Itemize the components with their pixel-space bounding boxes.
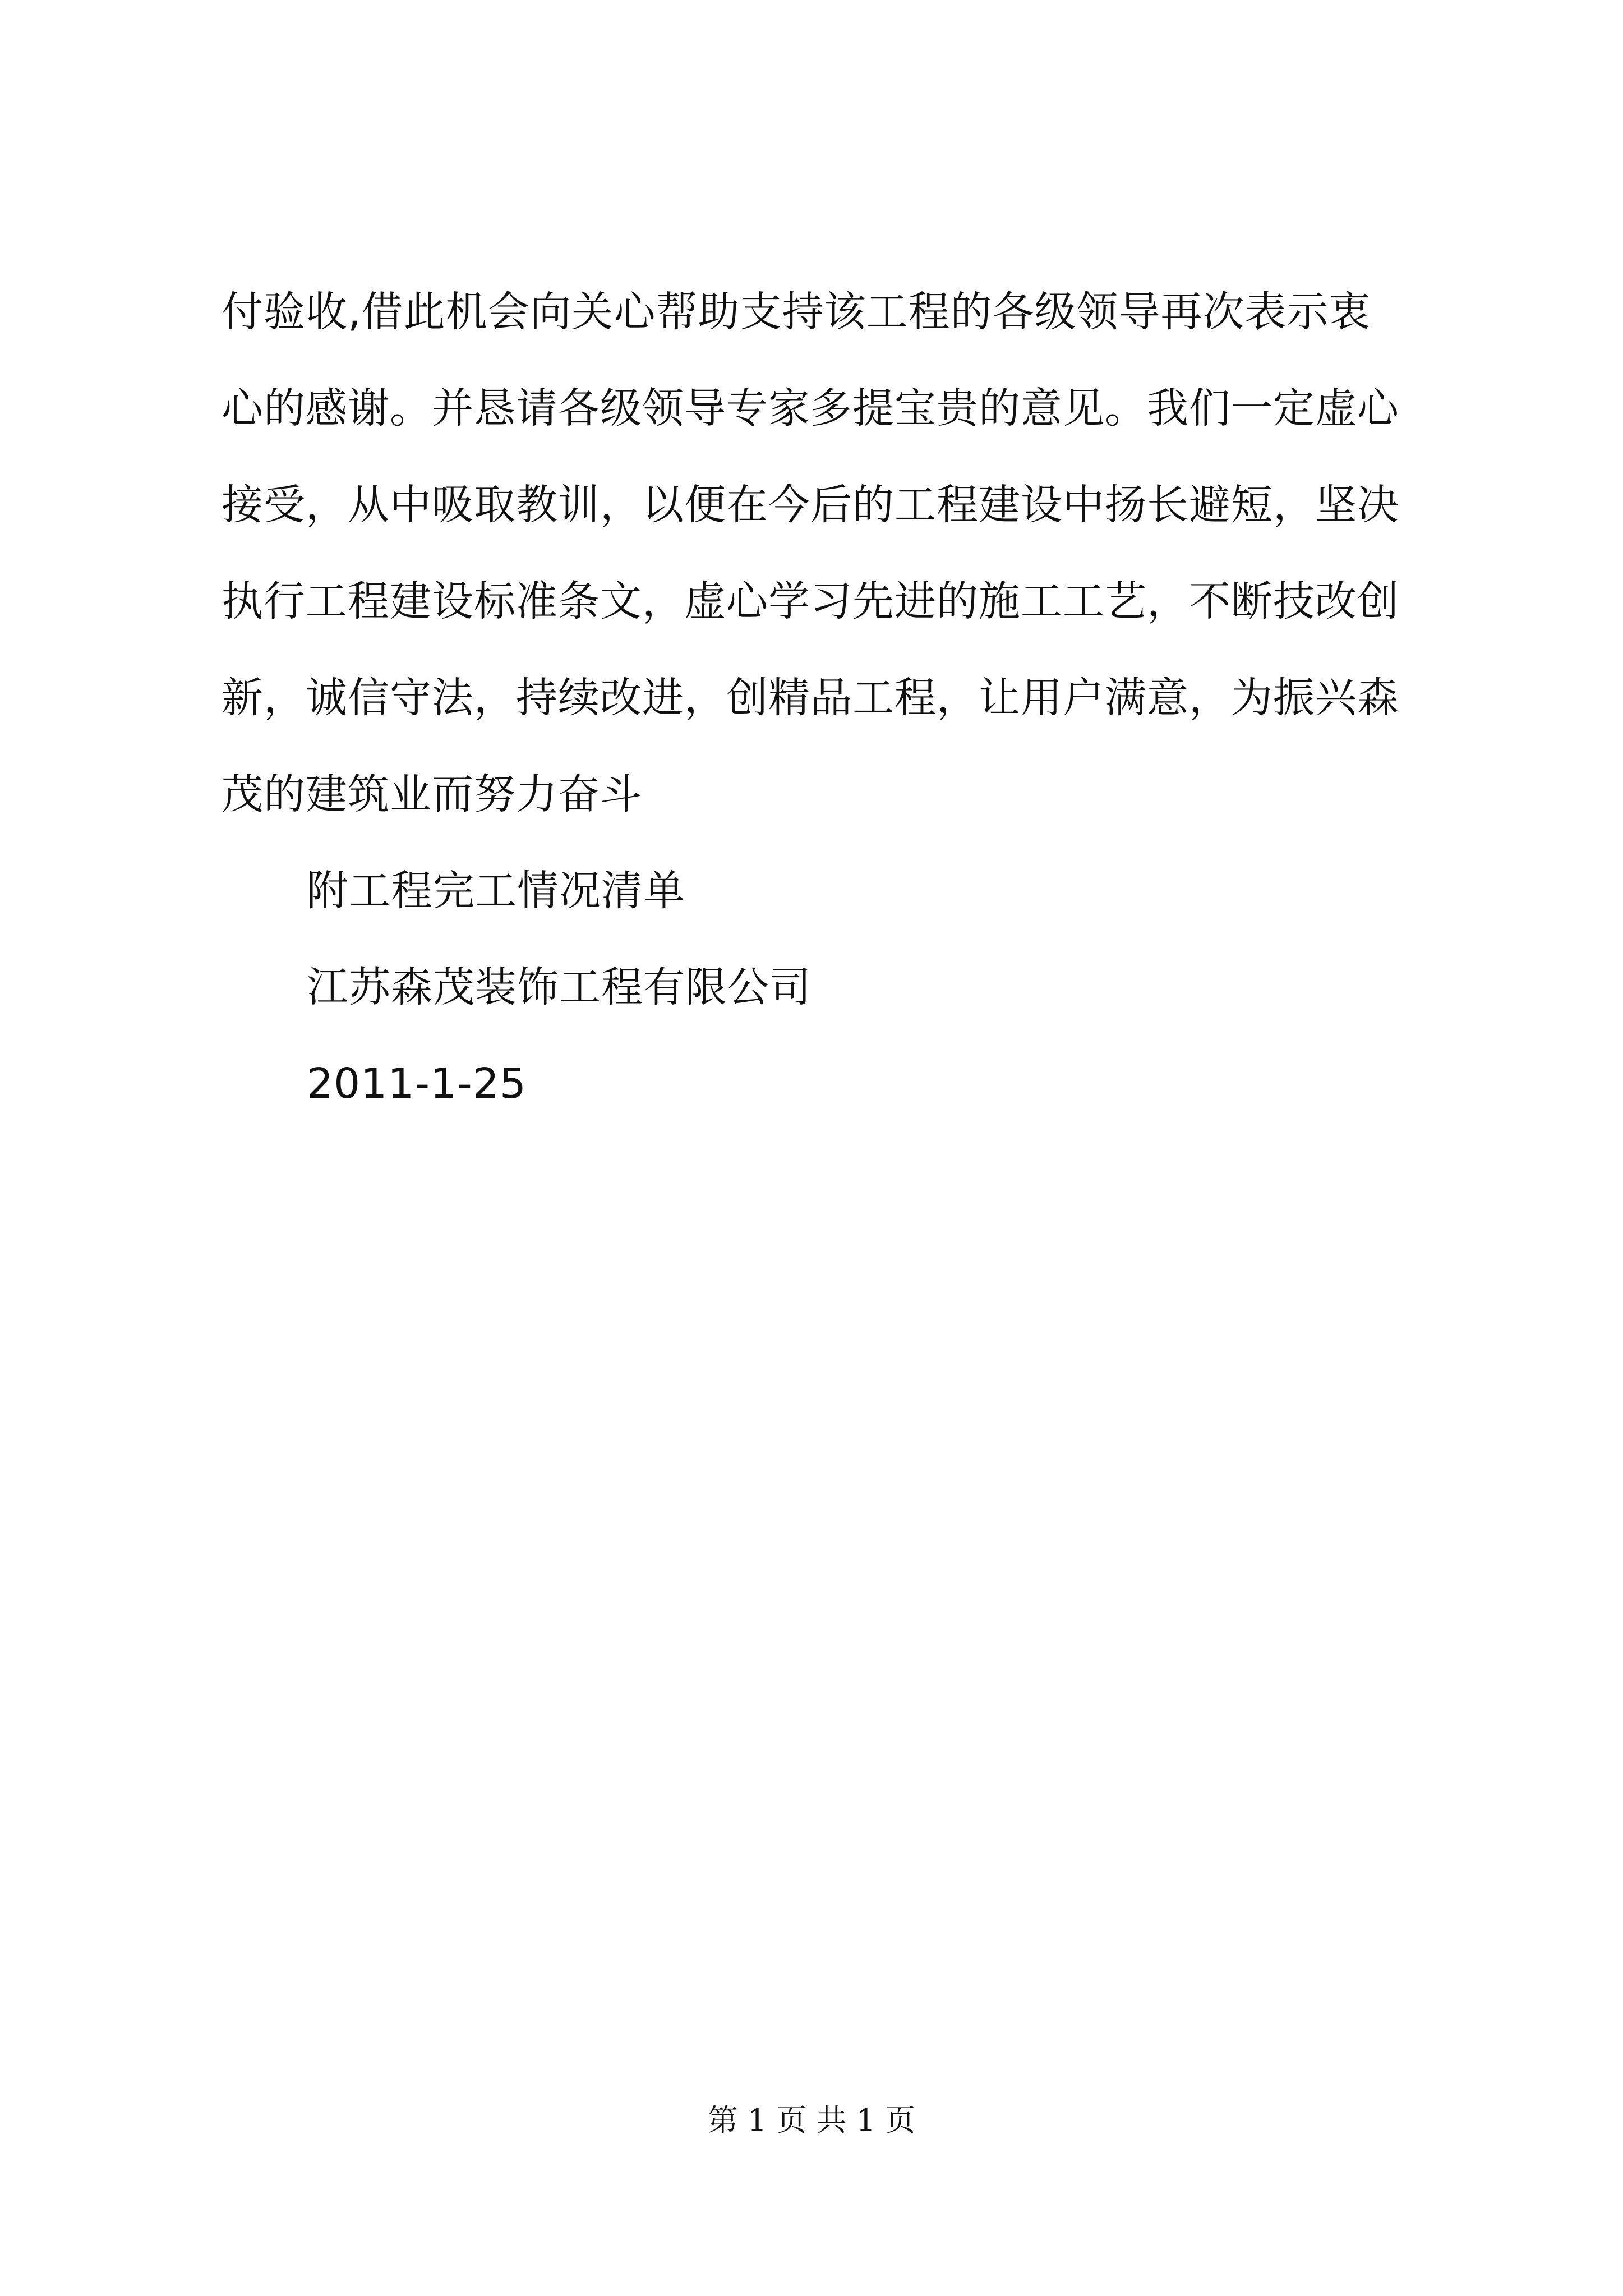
document-body <box>222 264 1427 1132</box>
paragraph-line: 执行工程建设标准条文，虚心学习先进的施工工艺，不断技改创 <box>222 577 1399 625</box>
document-date: 2011-1-25 <box>307 1060 527 1108</box>
page-number-footer: 第 1 页 共 1 页 <box>707 2102 916 2138</box>
paragraph-line: 接受，从中吸取教训，以便在今后的工程建设中扬长避短，坚决 <box>222 481 1399 529</box>
paragraph-line: 心的感谢。并恳请各级领导专家多提宝贵的意见。我们一定虚心 <box>222 384 1399 432</box>
paragraph-line: 茂的建筑业而努力奋斗 <box>222 770 642 818</box>
company-signature: 江苏森茂装饰工程有限公司 <box>307 963 811 1011</box>
paragraph-line: 付验收,借此机会向关心帮助支持该工程的各级领导再次表示衷 <box>222 288 1371 336</box>
attachment-note: 附工程完工情况清单 <box>307 867 685 915</box>
paragraph-line: 新，诚信守法，持续改进，创精品工程，让用户满意，为振兴森 <box>222 674 1399 722</box>
